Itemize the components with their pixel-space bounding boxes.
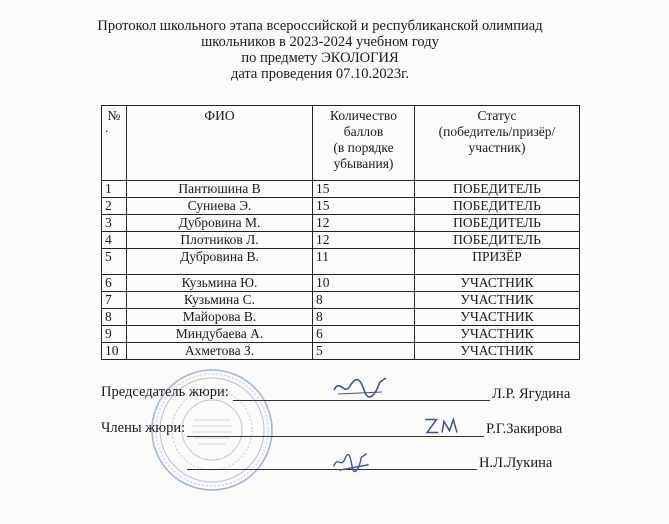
header-status-line-2: (победитель/призёр/участник) (438, 124, 556, 155)
row-name: Кузьмина С. (127, 292, 313, 309)
table-row (102, 249, 580, 275)
row-score: 11 (313, 249, 415, 275)
header-cell-number (102, 106, 127, 181)
header-cell-name (127, 106, 313, 181)
row-number: 3 (102, 215, 127, 232)
row-score: 6 (313, 326, 415, 343)
header-status-line-1: Статус (477, 108, 517, 123)
header-score-line-3: (в порядке (333, 140, 394, 155)
row-number: 9 (102, 326, 127, 343)
row-name: Ахметова З. (127, 343, 313, 360)
header-cell-score (313, 106, 415, 181)
header-line-2: школьников в 2023-2024 учебном году (201, 34, 439, 50)
header-line-4: дата проведения 07.10.2023г. (230, 66, 410, 82)
row-status: УЧАСТНИК (415, 326, 580, 343)
row-score: 15 (313, 198, 415, 215)
header-score-line-2: баллов (343, 124, 384, 139)
row-name: Дубровина М. (127, 215, 313, 232)
row-score: 12 (313, 232, 415, 249)
chair-name: Л.Р. Ягудина (492, 386, 571, 402)
table-row (102, 215, 580, 232)
table-row (102, 275, 580, 292)
row-number: 7 (102, 292, 127, 309)
row-name: Пантюшина В (127, 181, 313, 198)
row-number: 4 (102, 232, 127, 249)
row-number: 1 (102, 181, 127, 198)
row-name: Плотников Л. (127, 232, 313, 249)
header-score-line-1: Количество (330, 108, 397, 123)
header-number-label: № (107, 108, 121, 123)
table-row (102, 198, 580, 215)
row-score: 10 (313, 275, 415, 292)
row-name: Кузьмина Ю. (127, 275, 313, 292)
row-score: 15 (313, 181, 415, 198)
row-status: УЧАСТНИК (415, 343, 580, 360)
row-number: 10 (102, 343, 127, 360)
document-header (70, 18, 570, 82)
header-score-line-4: убывания) (333, 156, 394, 171)
row-status: ПОБЕДИТЕЛЬ (415, 215, 580, 232)
table-row (102, 309, 580, 326)
chair-label: Председатель жюри: (101, 384, 229, 400)
row-number: 5 (102, 249, 127, 275)
member2-signature (330, 448, 376, 474)
table-row (102, 232, 580, 249)
header-number-dot: . (105, 120, 109, 135)
row-name: Суниева Э. (127, 198, 313, 215)
member1-name: Р.Г.Закирова (486, 421, 563, 437)
member2-name: Н.Л.Лукина (479, 455, 553, 471)
row-score: 8 (313, 292, 415, 309)
row-status: ПОБЕДИТЕЛЬ (415, 232, 580, 249)
members-label: Члены жюри: (101, 420, 186, 436)
table-row (102, 343, 580, 360)
table-row (102, 181, 580, 198)
row-number: 8 (102, 309, 127, 326)
row-number: 6 (102, 275, 127, 292)
header-line-1: Протокол школьного этапа всероссийской и республиканской олимпиад (97, 18, 543, 34)
row-name: Дубровина В. (127, 249, 313, 275)
row-status: ПОБЕДИТЕЛЬ (415, 181, 580, 198)
row-status: УЧАСТНИК (415, 309, 580, 326)
row-status: ПОБЕДИТЕЛЬ (415, 198, 580, 215)
results-table (101, 105, 580, 360)
header-cell-status (415, 106, 580, 181)
row-name: Миндубаева А. (127, 326, 313, 343)
row-score: 8 (313, 309, 415, 326)
row-number: 2 (102, 198, 127, 215)
row-name: Майорова В. (127, 309, 313, 326)
table-row (102, 326, 580, 343)
chair-signature (330, 372, 390, 402)
member1-signature (418, 412, 468, 440)
header-line-3: по предмету ЭКОЛОГИЯ (241, 50, 399, 66)
row-status: ПРИЗЁР (415, 249, 580, 275)
table-header-row (102, 106, 580, 181)
table-row (102, 292, 580, 309)
row-score: 5 (313, 343, 415, 360)
row-score: 12 (313, 215, 415, 232)
header-name-label: ФИО (204, 108, 235, 123)
row-status: УЧАСТНИК (415, 292, 580, 309)
row-status: УЧАСТНИК (415, 275, 580, 292)
